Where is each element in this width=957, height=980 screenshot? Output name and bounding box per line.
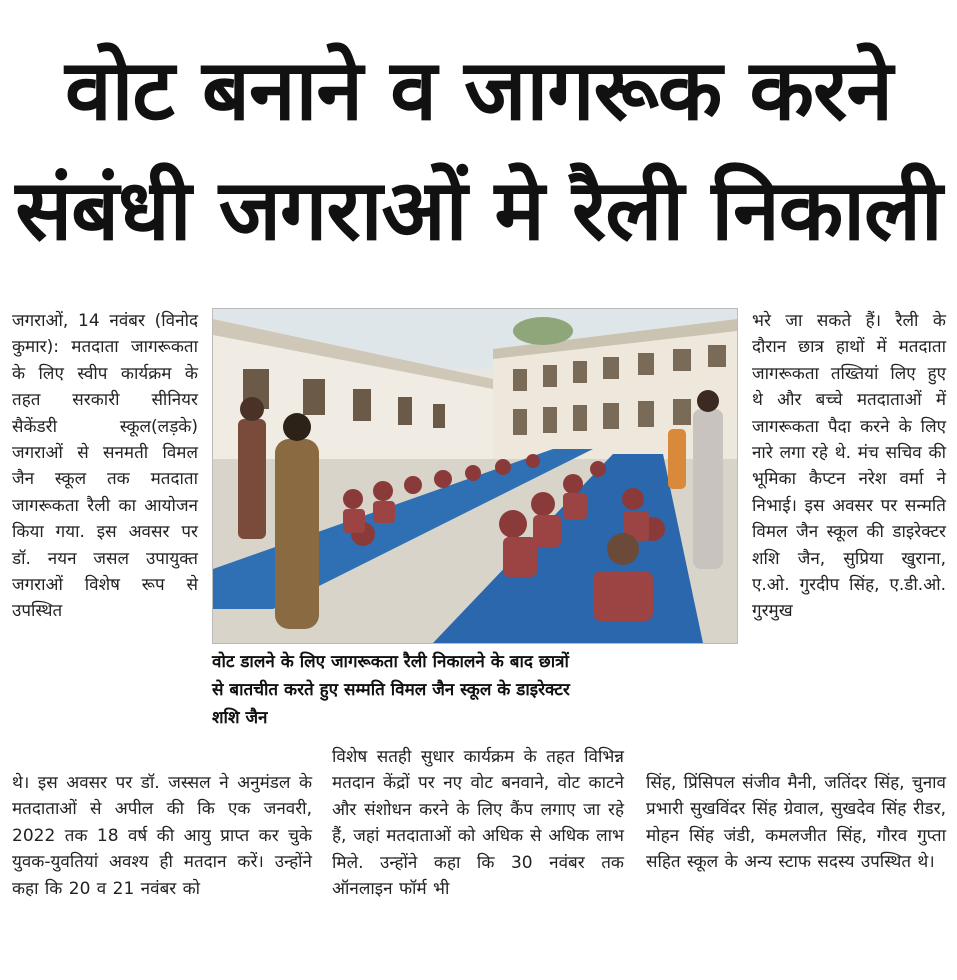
article-middle-column bbox=[332, 744, 624, 902]
caption-line-1: वोट डालने के लिए जागरूकता रैली निकालने के बाद छात्रों bbox=[212, 652, 569, 672]
article-right-bottom-text: सिंह, प्रिंसिपल संजीव मैनी, जतिंदर सिंह, चुनाव प्रभारी सुखविंदर सिंह ग्रेवाल, सुखदेव सिंह रीडर, मोहन सिंह जंडी, कमलजीत सिंह, गौरव गुप्ता सहित स्कूल के अन्य स्टाफ सदस्य उपस्थित थे। bbox=[646, 773, 946, 873]
article-left-column bbox=[12, 308, 198, 625]
article-left-text: जगराओं, 14 नवंबर (विनोद कुमार): मतदाता जागरूकता के लिए स्वीप कार्यक्रम के तहत सरकारी सीनियर सैकेंडरी स्कूल(लड़के) जगराओं से सनमती विमल जैन स्कूल तक मतदाता जागरूकता रैली का आयोजन किया गया. इस अवसर पर डॉ. नयन जसल उपायुक्त जगराओं विशेष रूप से उपस्थित bbox=[12, 311, 198, 622]
photo-caption bbox=[212, 648, 742, 732]
photo-illustration bbox=[213, 309, 737, 643]
article-left-bottom-text: थे। इस अवसर पर डॉ. जस्सल ने अनुमंडल के मतदाताओं से अपील की कि एक जनवरी, 2022 तक 18 वर्ष की आयु प्राप्त कर चुके युवक-युवतियां अवश्य ही मतदान करें। उन्होंने कहा कि 20 व 21 नवंबर को bbox=[12, 773, 312, 899]
article-right-bottom bbox=[646, 770, 946, 876]
article-left-bottom bbox=[12, 770, 312, 902]
caption-line-3: शशि जैन bbox=[212, 708, 268, 728]
article-middle-text: विशेष सतही सुधार कार्यक्रम के तहत विभिन्न मतदान केंद्रों पर नए वोट बनवाने, वोट काटने और संशोधन करने के लिए कैंप लगाए जा रहे हैं, जहां मतदाताओं को अधिक से अधिक लाभ मिले. उन्होंने कहा कि 30 नवंबर तक ऑनलाइन फॉर्म भी bbox=[332, 747, 624, 900]
article-right-column bbox=[752, 308, 946, 625]
headline bbox=[0, 40, 957, 260]
news-photo-students-rally bbox=[212, 308, 738, 644]
headline-line-1: वोट बनाने व जागरूक करने bbox=[64, 41, 893, 139]
article-right-text: भरे जा सकते हैं। रैली के दौरान छात्र हाथों में मतदाता जागरूकता तख्तियां लिए हुए थे और बच्चे मतदाताओं में जागरूकता पैदा करने के लिए नारे लगा रहे थे. मंच सचिव की भूमिका कैप्टन नरेश वर्मा ने निभाई। इस अवसर पर सन्मति विमल जैन स्कूल की डाइरेक्टर शशि जैन, सुप्रिया खुराना, ए.ओ. गुरदीप सिंह, ए.डी.ओ. गुरमुख bbox=[752, 311, 946, 622]
caption-line-2: से बातचीत करते हुए सम्मति विमल जैन स्कूल के डाइरेक्टर bbox=[212, 680, 570, 700]
headline-line-2: संबंधी जगराओं मे रैली निकाली bbox=[15, 161, 942, 259]
